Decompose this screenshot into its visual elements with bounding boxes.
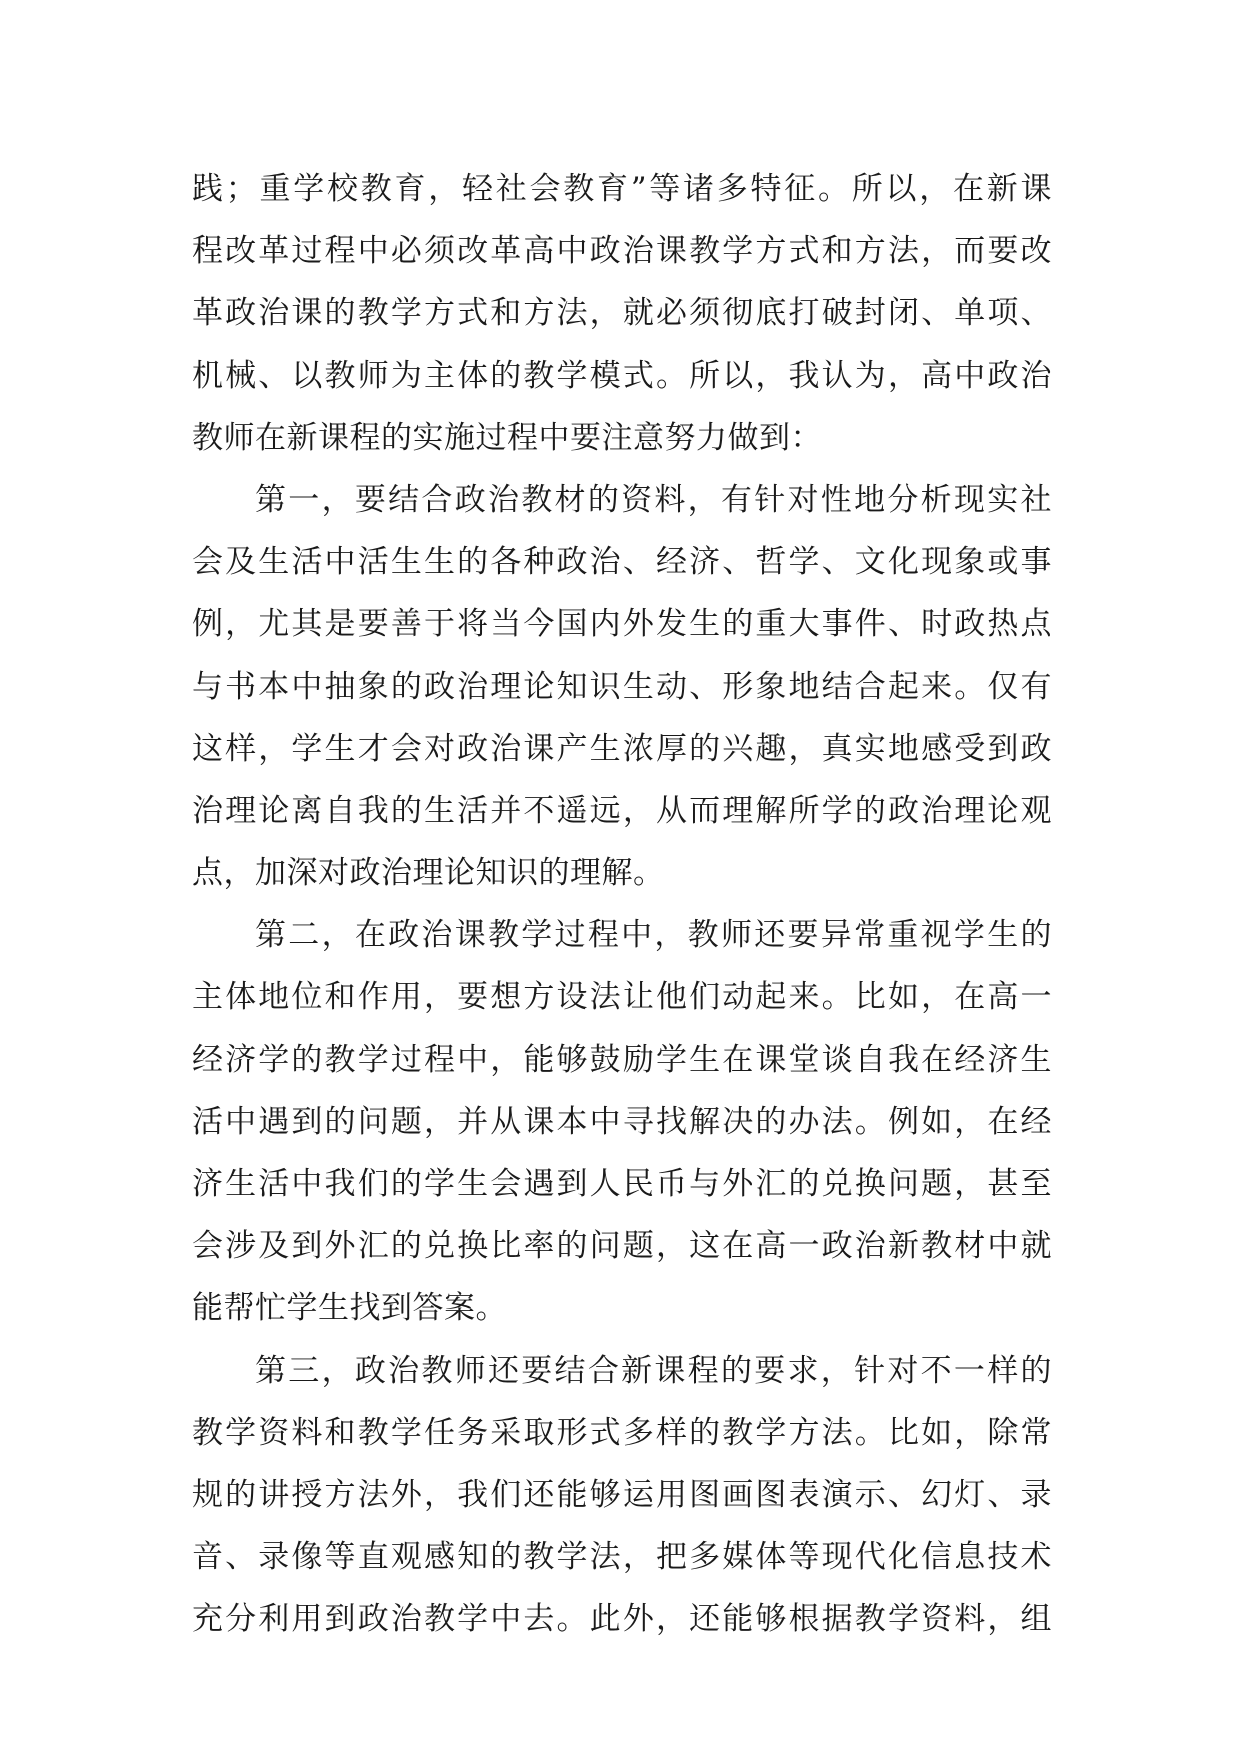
text-line: 经济学的教学过程中，能够鼓励学生在课堂谈自我在经济生 [192,1041,1052,1078]
text-line: 革政治课的教学方式和方法，就必须彻底打破封闭、单项、 [192,295,1052,332]
text-line: 这样，学生才会对政治课产生浓厚的兴趣，真实地感受到政 [192,730,1052,767]
text-line: 与书本中抽象的政治理论知识生动、形象地结合起来。仅有 [192,668,1052,705]
body-text [192,158,1052,1651]
text-line: 治理论离自我的生活并不遥远，从而理解所学的政治理论观 [192,792,1052,829]
text-line: 机械、以教师为主体的教学模式。所以，我认为，高中政治 [192,357,1052,394]
text-line: 践；重学校教育，轻社会教育”等诸多特征。所以，在新课 [192,171,1052,207]
text-line: 例，尤其是要善于将当今国内外发生的重大事件、时政热点 [192,606,1052,643]
paragraph-first-line: 第三，政治教师还要结合新课程的要求，针对不一样的 [255,1352,1052,1389]
text-line: 会及生活中活生生的各种政治、经济、哲学、文化现象或事 [192,544,1052,581]
text-line: 济生活中我们的学生会遇到人民币与外汇的兑换问题，甚至 [192,1166,1052,1202]
text-line: 音、录像等直观感知的教学法，把多媒体等现代化信息技术 [192,1539,1052,1576]
text-line: 主体地位和作用，要想方设法让他们动起来。比如，在高一 [192,979,1052,1016]
paragraph-first-line: 第一，要结合政治教材的资料，有针对性地分析现实社 [255,481,1052,518]
text-line: 能帮忙学生找到答案。 [192,1290,507,1327]
paragraph-first-line: 第二，在政治课教学过程中，教师还要异常重视学生的 [255,917,1052,954]
text-line: 教师在新课程的实施过程中要注意努力做到： [192,419,822,456]
text-line: 活中遇到的问题，并从课本中寻找解决的办法。例如，在经 [192,1103,1052,1140]
text-line: 点，加深对政治理论知识的理解。 [192,855,665,892]
text-line: 会涉及到外汇的兑换比率的问题，这在高一政治新教材中就 [192,1228,1052,1265]
text-line: 教学资料和教学任务采取形式多样的教学方法。比如，除常 [192,1414,1052,1451]
text-line: 程改革过程中必须改革高中政治课教学方式和方法，而要改 [192,233,1052,270]
text-line: 充分利用到政治教学中去。此外，还能够根据教学资料，组 [192,1601,1052,1638]
text-line: 规的讲授方法外，我们还能够运用图画图表演示、幻灯、录 [192,1476,1052,1513]
